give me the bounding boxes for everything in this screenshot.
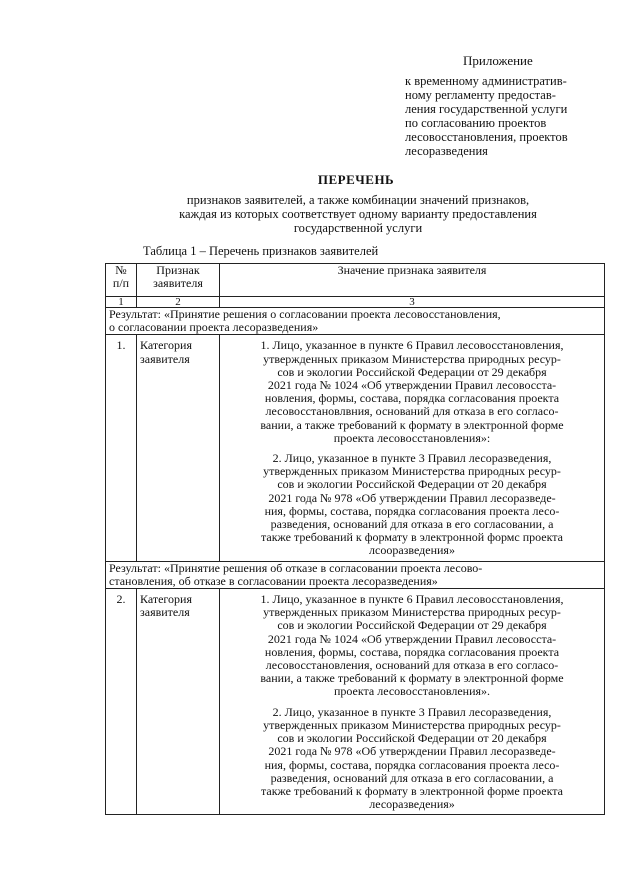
appendix-line: ному регламенту предостав-	[405, 88, 556, 102]
subheading-line: государственной услуги	[293, 221, 423, 235]
appendix-line: лесовосстановления, проектов	[405, 130, 568, 144]
appendix-block	[405, 54, 605, 158]
value-paragraph: 1. Лицо, указанное в пункте 6 Правил лесовосстановления, утвержденных приказом Министерства природных ресур- сов и экологии Российской Федерации от 29 декабря 2021 года № 1024 «Об утверждении Правил лесовосста- новления, формы, состава, порядка согласования проекта лесовосстановления, оснований для отказа в его согласо- вании, а также требований к формату в электронной форме проекта лесовосстановления».	[260, 592, 564, 699]
appendix-line: по согласованию проектов	[405, 116, 547, 130]
table-row	[106, 589, 605, 815]
row-number: 1.	[106, 335, 137, 561]
table-caption: Таблица 1 – Перечень признаков заявителей	[143, 244, 379, 258]
value-cell	[220, 589, 605, 815]
row-number: 2.	[106, 589, 137, 815]
document-subheading	[120, 193, 596, 235]
appendix-line: к временному административ-	[405, 74, 567, 88]
value-paragraph: 2. Лицо, указанное в пункте 3 Правил лесоразведения, утвержденных приказом Министерства природных ресур- сов и экологии Российской Федерации от 20 декабря 2021 года № 978 «Об утверждении Правил лесоразведе- ния, формы, состава, порядка согласования проекта лесо- разведения, оснований для отказа в его согласовании, а также требований к формату в электронной форме проекта лесоразведения»	[260, 704, 563, 812]
result-text: Результат: «Принятие решения о согласовании проекта лесовосстановления, о согласовании проекта лесоразведения»	[106, 308, 605, 335]
result-row	[106, 308, 605, 335]
column-number: 1	[106, 297, 137, 308]
document-heading: ПЕРЕЧЕНЬ	[317, 172, 395, 187]
table-row	[106, 335, 605, 561]
column-numbers-row	[106, 297, 605, 308]
value-paragraph: 2. Лицо, указанное в пункте 3 Правил лесоразведения, утвержденных приказом Министерства природных ресур- сов и экологии Российской Федерации от 20 декабря 2021 года № 978 «Об утверждении Правил лесоразведе- ния, формы, состава, порядка согласования проекта лесо- разведения, оснований для отказа в его согласовании, а также требований к формату в электронной формс проекта лсооразведения»	[260, 451, 563, 558]
feature-cell: Категория заявителя	[137, 335, 220, 561]
header-num: № п/п	[106, 264, 137, 297]
result-text: Результат: «Принятие решения об отказе в согласовании проекта лесово- становления, об отказе в согласовании проекта лесоразведения»	[106, 561, 605, 588]
subheading-line: признаков заявителей, а также комбинации значений признаков,	[186, 193, 530, 207]
appendix-line: лесоразведения	[405, 144, 488, 158]
column-number: 2	[137, 297, 220, 308]
column-number: 3	[220, 297, 605, 308]
header-value: Значение признака заявителя	[220, 264, 605, 297]
appendix-line: ления государственной услуги	[405, 102, 568, 116]
subheading-line: каждая из которых соответствует одному варианту предоставления	[179, 207, 537, 221]
result-row	[106, 561, 605, 588]
feature-cell: Категория заявителя	[137, 589, 220, 815]
value-cell	[220, 335, 605, 561]
header-feature: Признак заявителя	[137, 264, 220, 297]
table-header-row	[106, 264, 605, 297]
value-paragraph: 1. Лицо, указанное в пункте 6 Правил лесовосстановления, утвержденных приказом Министерства природных ресур- сов и экологии Российской Федерации от 29 декабря 2021 года № 1024 «Об утверждении Правил лесовосста- новления, формы, состава, порядка согласования проекта лесовосстановлвния, оснований для отказа в его согласо- вании, а также требований к формату в электронной форме проекта лесовосстановления»:	[260, 338, 564, 445]
applicant-features-table	[105, 263, 605, 815]
appendix-title: Приложение	[463, 53, 533, 68]
